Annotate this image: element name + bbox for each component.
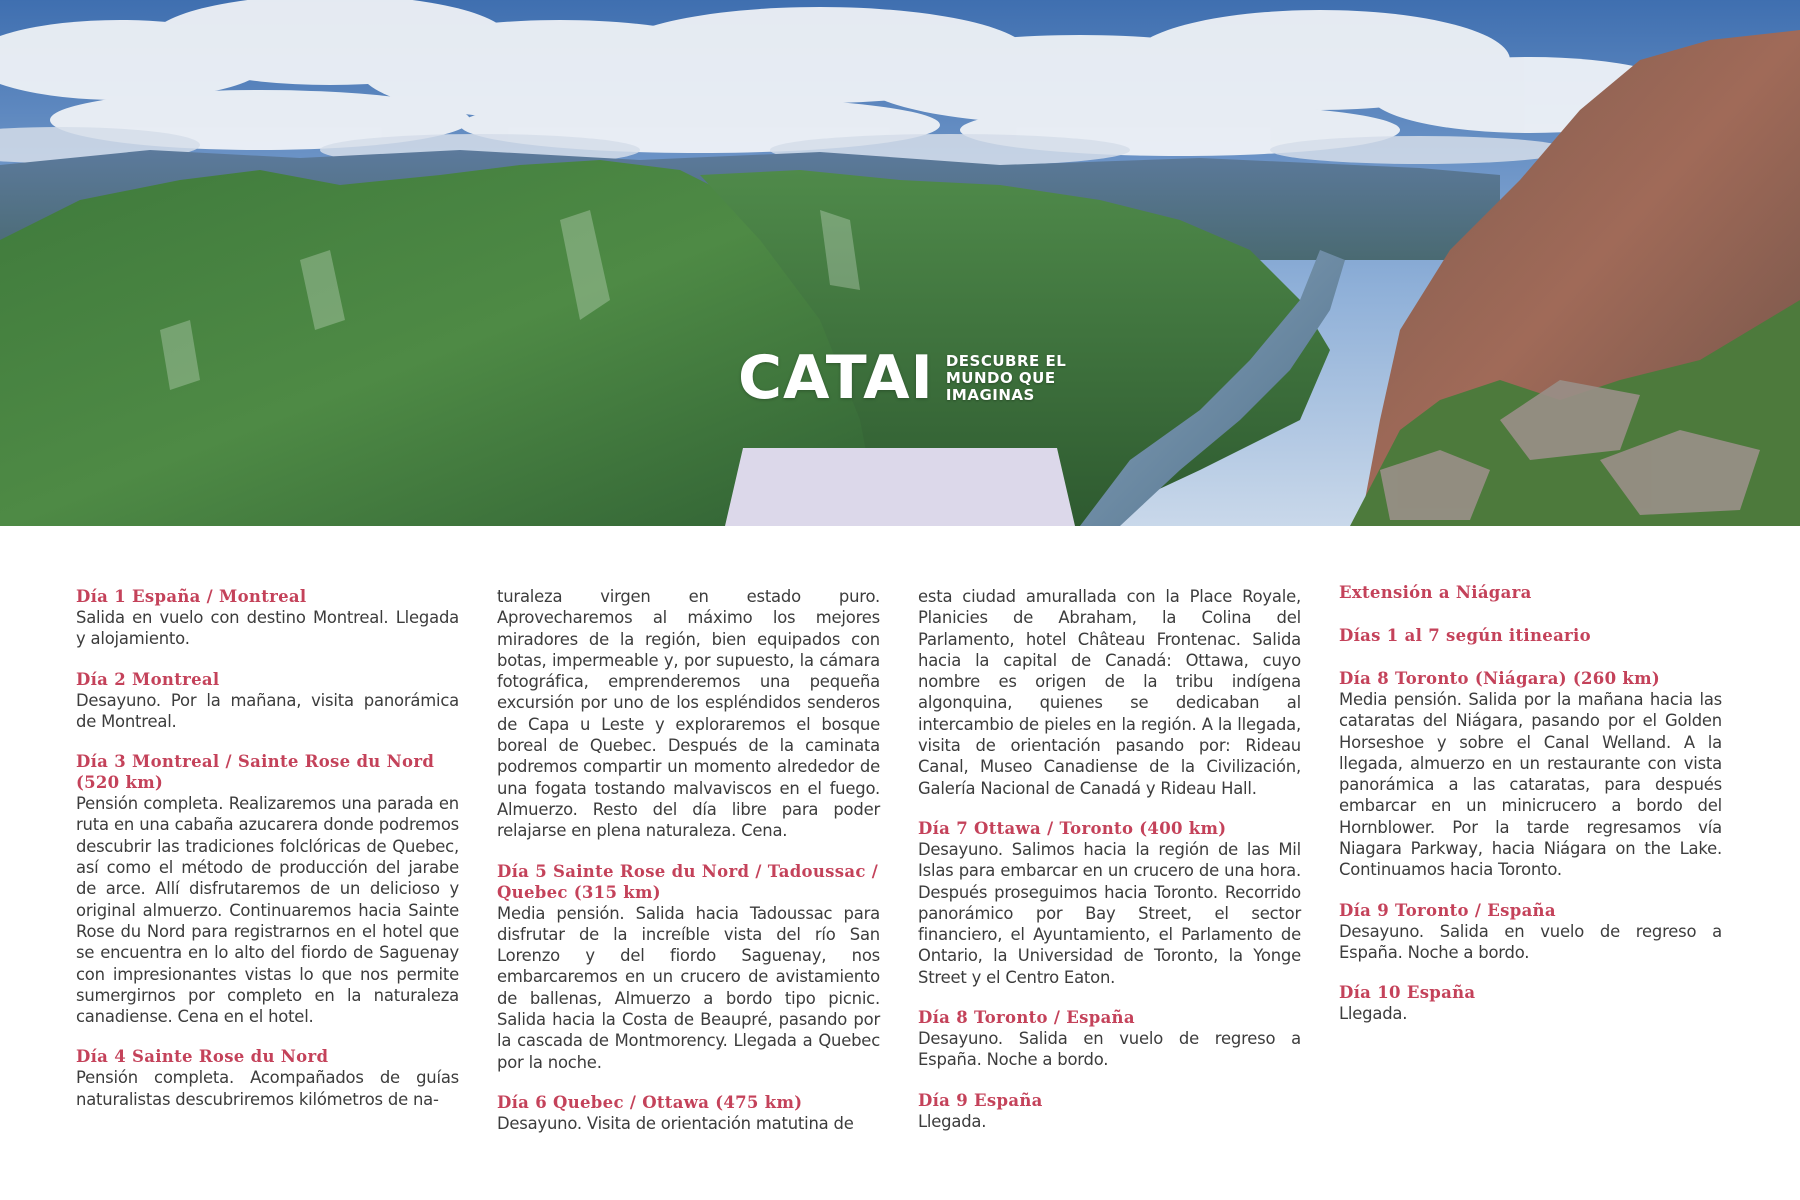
- day-description-continued: turaleza virgen en estado puro. Aprovecharemos al máximo los mejores miradores de la región, bien equipados con botas, impermeable y, por supuesto, la cámara fotográfica, emprenderemos una pequeña excursión por uno de los espléndidos senderos de Capa u Leste y exploraremos el bosque boreal de Quebec. Después de la caminata podremos compartir un momento alrededor de una fogata tostando malvaviscos en el fuego. Almuerzo. Resto del día libre para poder relajarse en plena naturaleza. Cena.: [497, 587, 880, 841]
- day-title: Día 3 Montreal / Sainte Rose du Nord (520 km): [76, 752, 435, 793]
- day-title: Día 7 Ottawa / Toronto (400 km): [918, 818, 1227, 838]
- day-description-continued: esta ciudad amurallada con la Place Royale, Planicies de Abraham, la Colina del Parlamento, hotel Château Frontenac. Salida hacia la capital de Canadá: Ottawa, cuyo nombre es origen de la tribu indígena algonquina, quienes se dedicaban al intercambio de pieles en la región. A la llegada, visita de orientación pasando por: Rideau Canal, Museo Canadiense de la Civilización, Galería Nacional de Canadá y Rideau Hall.: [918, 587, 1301, 798]
- day-title: Día 1 España / Montreal: [76, 587, 307, 606]
- day-description: Desayuno. Salida en vuelo de regreso a España. Noche a bordo.: [918, 1029, 1301, 1070]
- day-description: Llegada.: [918, 1111, 987, 1131]
- day-title: Día 6 Quebec / Ottawa (475 km): [497, 1092, 803, 1112]
- extension-subtitle: Días 1 al 7 según itineario: [1339, 626, 1591, 645]
- day-description: Media pensión. Salida hacia Tadoussac para disfrutar de la increíble vista del río San Lorenzo y del fiordo Saguenay, nos embarcaremos en un crucero de avistamiento de ballenas, Almuerzo a bordo tipo picnic. Salida hacia la Costa de Beaupré, pasando por la cascada de Montmorency. Llegada a Quebec por la noche.: [497, 903, 880, 1072]
- day-description: Desayuno. Salida en vuelo de regreso a España. Noche a bordo.: [1339, 921, 1722, 962]
- brand-name: CATAI: [738, 343, 934, 413]
- column-3: [918, 586, 1301, 1151]
- itinerary-day-8: [918, 1007, 1301, 1071]
- day-description: Pensión completa. Acompañados de guías naturalistas descubriremos kilómetros de na-: [76, 1068, 459, 1109]
- itinerary-day-3: [76, 751, 459, 1027]
- tagline-line: IMAGINAS: [945, 385, 1035, 404]
- itinerary-day-1: [76, 586, 459, 650]
- day-description: Llegada.: [1339, 1004, 1408, 1024]
- catai-logo: [738, 343, 1067, 413]
- itinerary-day-2: [76, 669, 459, 733]
- itinerary-day-9: [918, 1090, 1301, 1132]
- day-title: Día 9 Toronto / España: [1339, 900, 1556, 920]
- extension-day-10: [1339, 982, 1722, 1024]
- brand-tagline: [946, 353, 1066, 404]
- day-description: Salida en vuelo con destino Montreal. Llegada y alojamiento.: [76, 608, 459, 649]
- itinerary-day-5: [497, 861, 880, 1073]
- itinerary-day-4: [76, 1046, 459, 1110]
- column-4-niagara-extension: [1339, 582, 1722, 1044]
- day-description: Desayuno. Visita de orientación matutina de: [497, 1113, 854, 1133]
- itinerary-content: [76, 583, 1726, 1166]
- day-title: Día 9 España: [918, 1090, 1043, 1110]
- tagline-line: MUNDO QUE: [945, 368, 1056, 387]
- extension-title: Extensión a Niágara: [1339, 583, 1532, 602]
- day-description: Desayuno. Salimos hacia la región de las Mil Islas para embarcar en un crucero de una hora. Después proseguimos hacia Toronto. Recorrido panorámico por Bay Street, el sector financiero, el Ayuntamiento, el Parlamento de Ontario, la Universidad de Toronto, la Yonge Street y el Centro Eaton.: [918, 839, 1301, 987]
- itinerary-day-6: [497, 1092, 880, 1134]
- column-2: [497, 586, 880, 1153]
- extension-day-9: [1339, 900, 1722, 964]
- day-title: Día 4 Sainte Rose du Nord: [76, 1047, 329, 1067]
- day-title: Día 10 España: [1339, 983, 1476, 1003]
- day-title: Día 8 Toronto / España: [918, 1008, 1135, 1028]
- day-title: Día 8 Toronto (Niágara) (260 km): [1339, 669, 1660, 688]
- day-description: Pensión completa. Realizaremos una parada en ruta en una cabaña azucarera donde podremos descubrir las tradiciones folclóricas de Quebec, así como el método de producción del jarabe de arce. Allí disfrutaremos de un delicioso y original almuerzo. Continuaremos hacia Sainte Rose du Nord para registrarnos en el hotel que se encuentra en lo alto del fiordo de Saguenay con impresionantes vistas lo que nos permite sumergirnos por completo en la naturaleza canadiense. Cena en el hotel.: [76, 794, 459, 1027]
- itinerary-day-7: [918, 818, 1301, 988]
- tagline-line: DESCUBRE EL: [945, 351, 1067, 370]
- day-title: Día 2 Montreal: [76, 669, 220, 689]
- decorative-tab: [725, 448, 1075, 526]
- day-title: Día 5 Sainte Rose du Nord / Tadoussac / Quebec (315 km): [497, 861, 879, 902]
- extension-day-8: [1339, 668, 1722, 881]
- hero-banner: [0, 0, 1800, 526]
- day-description: Desayuno. Por la mañana, visita panorámica de Montreal.: [76, 690, 459, 731]
- day-description: Media pensión. Salida por la mañana hacia las cataratas del Niágara, pasando por el Golden Horseshoe y sobre el Canal Welland. A la llegada, almuerzo en un restaurante con vista panorámica a las cataratas, para después embarcar en un minicrucero a bordo del Hornblower. Por la tarde regresamos vía Niagara Parkway, hacia Niágara on the Lake. Continuamos hacia Toronto.: [1339, 690, 1722, 880]
- column-1: [76, 586, 459, 1129]
